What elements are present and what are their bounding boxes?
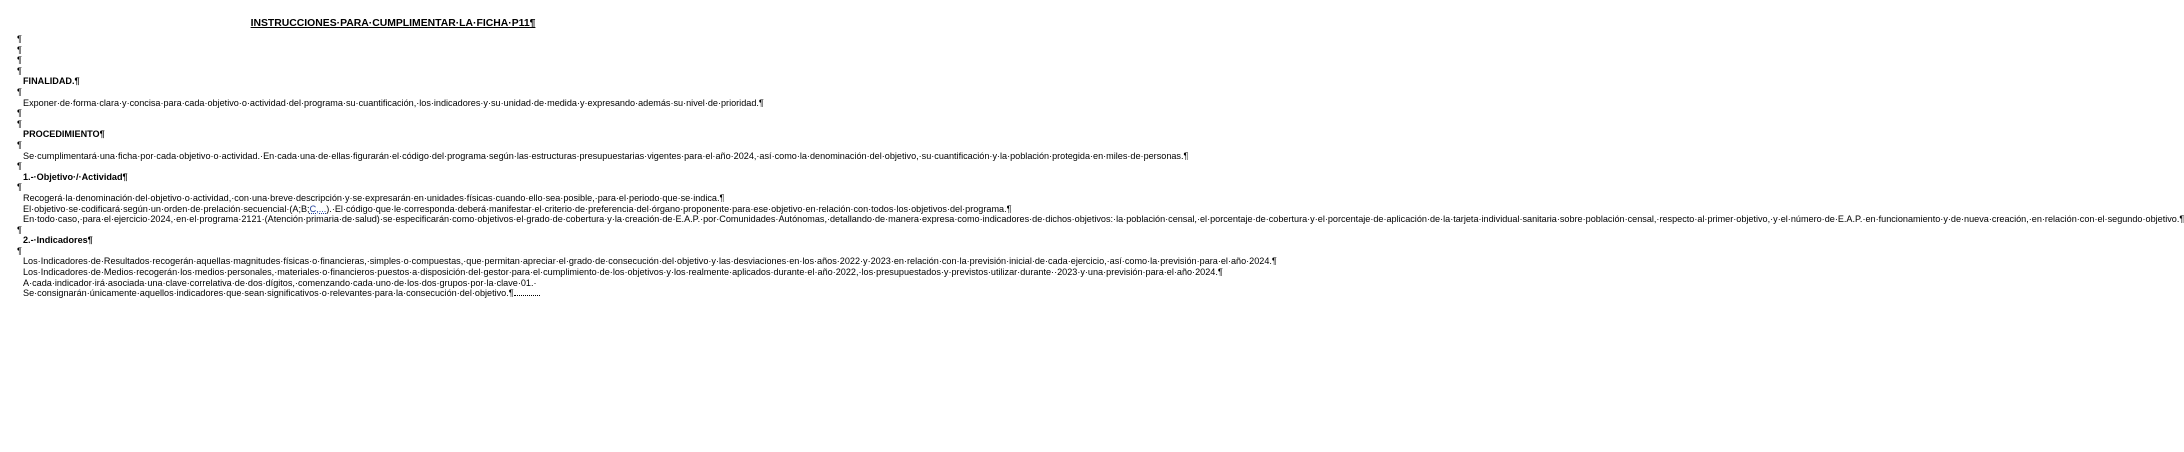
paragraph-indicadores-1: Los·Indicadores·de·Resultados·recogerán·aquellas·magnitudes·físicas·o·financieras,·simples·o·compuestas,·que·permitan·apreciar·el·grado·de·consecución·del·objetivo·y·las·desviaciones·en·los·años·2022·y·2023·en·relación·con·la·previsión·inicial·de·cada·ejercicio,·así·como·la·previsión·para·el·año·2024.¶ [23, 256, 1277, 267]
heading-procedimiento: PROCEDIMIENTO¶ [23, 129, 105, 140]
heading-indicadores: 2.-·Indicadores¶ [23, 235, 93, 246]
heading-finalidad: FINALIDAD.¶ [23, 76, 80, 87]
empty-paragraph: ¶ [17, 86, 22, 97]
empty-paragraph: ¶ [17, 118, 22, 129]
empty-paragraph: ¶ [17, 55, 22, 66]
objetivo-code-text-end: ).·El·código·que·le·corresponda·deberá·manifestar·el·criterio·de·preferencia·del·órgano·proponente·para·ese·objetivo·en·relación·con·todos·los·objetivos·del·programa.¶ [326, 203, 1012, 214]
empty-paragraph: ¶ [17, 34, 22, 44]
empty-paragraph: ¶ [17, 108, 22, 119]
paragraph-objetivo-2 [17, 203, 1012, 215]
paragraph-objetivo-1: Recogerá·la·denominación·del·objetivo·o·actividad,·con·una·breve·descripción·y·se·expresarán·en·unidades·físicas·cuando·ello·sea·posible,·para·el·periodo·que·se·indica.¶ [23, 192, 725, 203]
empty-paragraph: ¶ [17, 161, 22, 172]
page-break-marker [514, 289, 540, 296]
empty-paragraph: ¶ [17, 224, 22, 235]
indicadores-last-text: Se·consignarán·únicamente·aquellos·indicadores·que·sean·significativos·o·relevantes·para·la·consecución·del·objetivo.¶ [23, 288, 514, 299]
objetivo-code-text: El·objetivo·se·codificará·según·un·orden·de·prelación·secuencial·(A;B; [23, 203, 310, 214]
document-body [17, 17, 2184, 299]
heading-objetivo: 1.-·Objetivo·/·Actividad¶ [23, 171, 128, 182]
paragraph-objetivo-3: En·todo·caso,·para·el·ejercicio·2024,·en·el·programa·2121·(Atención·primaria·de·salud)·se·especificarán·como·objetivos·el·grado·de·cobertura·y·la·creación·de·E.A.P.·por·Comunidades·Autónomas,·detallando·de·manera·expresa·como·indicadores·de·dichos·objetivos:·la·población·censal,·el·porcentaje·de·cobertura·y·el·porcentaje·de·aplicación·de·la·tarjeta·individual·sanitaria·sobre·población·censal,·respecto·al·primer·objetivo,·y·el·número·de·E.A.P.·en·funcionamiento·y·de·nueva·creación,·en·relación·con·el·segundo·objetivo.¶ [23, 214, 2184, 225]
document-title: INSTRUCCIONES·PARA·CUMPLIMENTAR·LA·FICHA·P11¶ [250, 18, 536, 29]
cross-reference: C,... [309, 203, 327, 214]
paragraph-finalidad: Exponer·de·forma·clara·y·concisa·para·cada·objetivo·o·actividad·del·programa·su·cuantificación,·los·indicadores·y·su·unidad·de·medida·y·expresando·además·su·nivel·de·prioridad.¶ [23, 97, 764, 108]
empty-paragraph: ¶ [17, 245, 22, 256]
empty-paragraph: ¶ [17, 139, 22, 150]
paragraph-indicadores-4 [17, 288, 769, 299]
empty-paragraph: ¶ [17, 182, 22, 193]
paragraph-indicadores-3: A·cada·indicador·irá·asociada·una·clave·correlativa·de·dos·dígitos,·comenzando·cada·uno·de·los·dos·grupos·por·la·clave·01.· [23, 277, 537, 288]
empty-paragraph: ¶ [17, 44, 22, 55]
paragraph-indicadores-2: Los·Indicadores·de·Medios·recogerán·los·medios·personales,·materiales·o·financieros·puestos·a·disposición·del·gestor·para·el·cumplimiento·de·los·objetivos·y·los·realmente·aplicados·durante·el·año·2022,·los·presupuestados·y·previstos·utilizar·durante··2023·y·una·previsión·para·el·año·2024.¶ [23, 267, 1223, 278]
empty-paragraph: ¶ [17, 65, 22, 76]
paragraph-procedimiento: Se·cumplimentará·una·ficha·por·cada·objetivo·o·actividad.·En·cada·una·de·ellas·figurarán·el·código·del·programa·según·las·estructuras·presupuestarias·vigentes·para·el·año·2024,·así·como·la·denominación·del·objetivo,·su·cuantificación·y·la·población·protegida·en·miles·de·personas.¶ [23, 150, 1189, 161]
